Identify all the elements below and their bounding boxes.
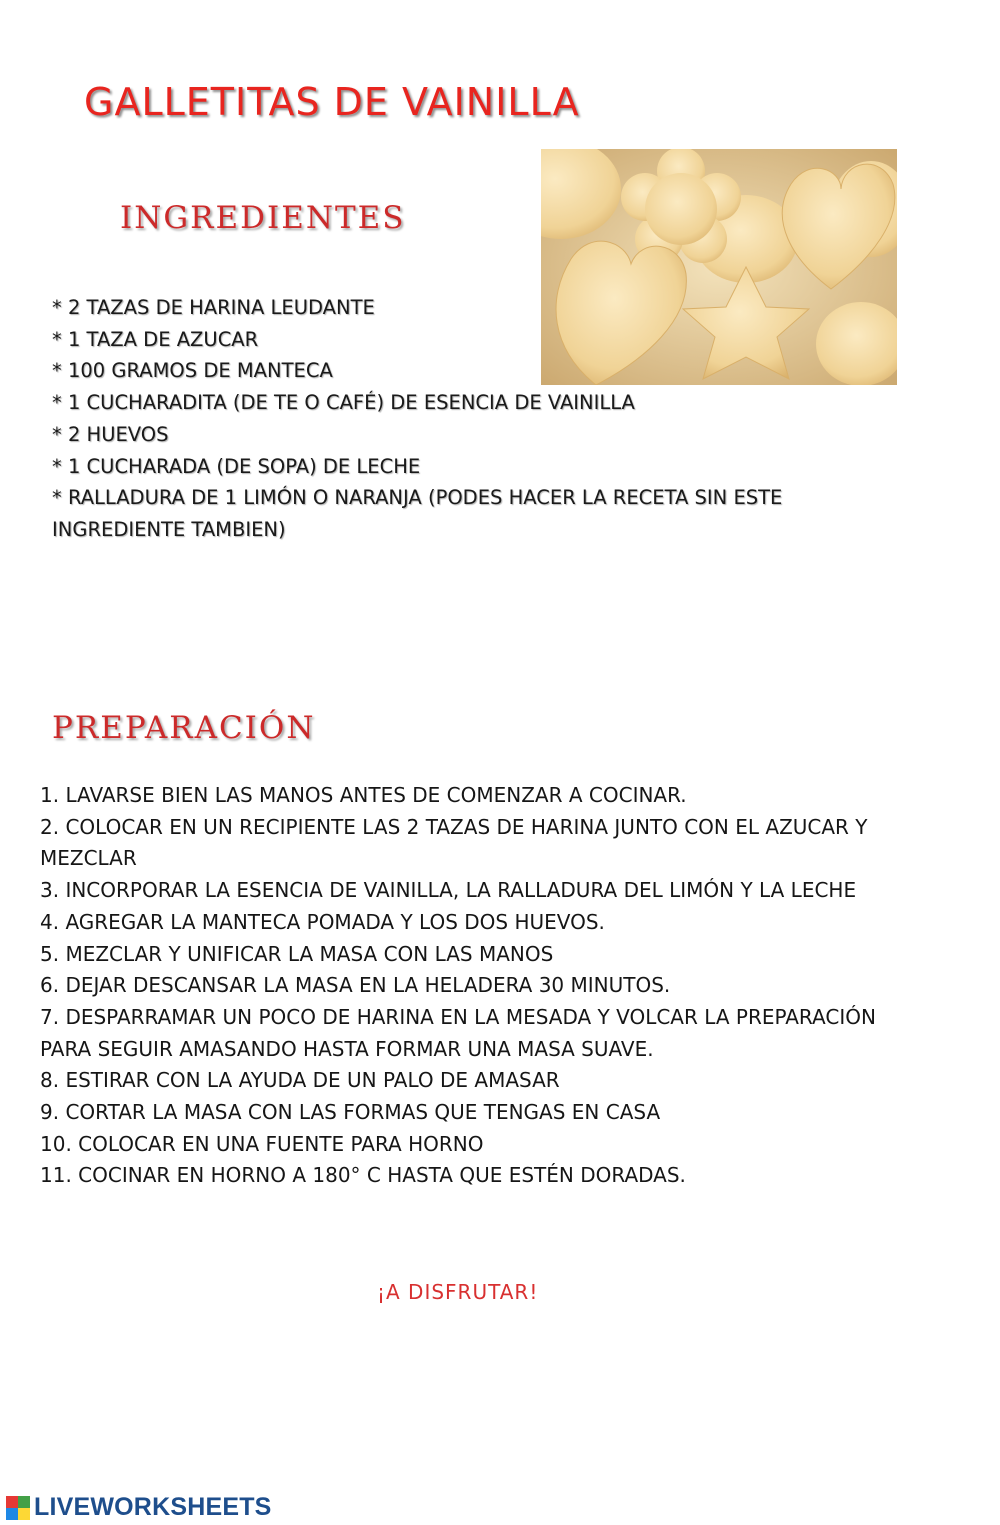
brand-name: LIVEWORKSHEETS (34, 1493, 272, 1521)
preparation-step: 6. DEJAR DESCANSAR LA MASA EN LA HELADERA 30 MINUTOS. (40, 973, 671, 998)
preparation-step: 8. ESTIRAR CON LA AYUDA DE UN PALO DE AMASAR (40, 1068, 560, 1093)
preparation-step: 1. LAVARSE BIEN LAS MANOS ANTES DE COMENZAR A COCINAR. (40, 783, 687, 807)
ingredient-item: * 1 TAZA DE AZUCAR (52, 327, 259, 351)
preparation-step: 5. MEZCLAR Y UNIFICAR LA MASA CON LAS MANOS (40, 941, 554, 966)
ingredients-list (52, 292, 912, 546)
logo-square (6, 1496, 18, 1508)
preparation-step: 4. AGREGAR LA MANTECA POMADA Y LOS DOS HUEVOS. (40, 909, 605, 934)
logo-square (18, 1508, 30, 1520)
preparation-steps-list (40, 780, 920, 1192)
ingredient-item: * 100 GRAMOS DE MANTECA (52, 359, 333, 383)
logo-square (18, 1496, 30, 1508)
preparation-heading: PREPARACIÓN (52, 710, 316, 746)
ingredient-item: * 1 CUCHARADITA (DE TE O CAFÉ) DE ESENCIA DE VAINILLA (52, 391, 635, 415)
preparation-step: 2. COLOCAR EN UN RECIPIENTE LAS 2 TAZAS DE HARINA JUNTO CON EL AZUCAR Y MEZCLAR (40, 814, 868, 871)
liveworksheets-brand[interactable] (6, 1493, 272, 1522)
preparation-step: 7. DESPARRAMAR UN POCO DE HARINA EN LA MESADA Y VOLCAR LA PREPARACIÓN PARA SEGUIR AMASANDO HASTA FORMAR UNA MASA SUAVE. (40, 1004, 876, 1061)
preparation-step: 3. INCORPORAR LA ESENCIA DE VAINILLA, LA RALLADURA DEL LIMÓN Y LA LECHE (40, 878, 857, 903)
recipe-title: GALLETITAS DE VAINILLA (84, 80, 580, 124)
ingredient-item: * 1 CUCHARADA (DE SOPA) DE LECHE (52, 454, 421, 478)
preparation-step: 11. COCINAR EN HORNO A 180° C HASTA QUE ESTÉN DORADAS. (40, 1163, 686, 1188)
ingredient-item: * 2 TAZAS DE HARINA LEUDANTE (52, 296, 375, 319)
closing-message: ¡A DISFRUTAR! (377, 1280, 539, 1304)
preparation-step: 10. COLOCAR EN UNA FUENTE PARA HORNO (40, 1131, 484, 1156)
ingredient-item: * 2 HUEVOS (52, 422, 169, 446)
liveworksheets-logo-icon (6, 1496, 30, 1520)
ingredients-heading: INGREDIENTES (120, 200, 406, 236)
logo-square (6, 1508, 18, 1520)
preparation-step: 9. CORTAR LA MASA CON LAS FORMAS QUE TENGAS EN CASA (40, 1100, 661, 1125)
ingredient-item: * RALLADURA DE 1 LIMÓN O NARANJA (PODES HACER LA RECETA SIN ESTE INGREDIENTE TAMBIEN) (52, 486, 783, 541)
